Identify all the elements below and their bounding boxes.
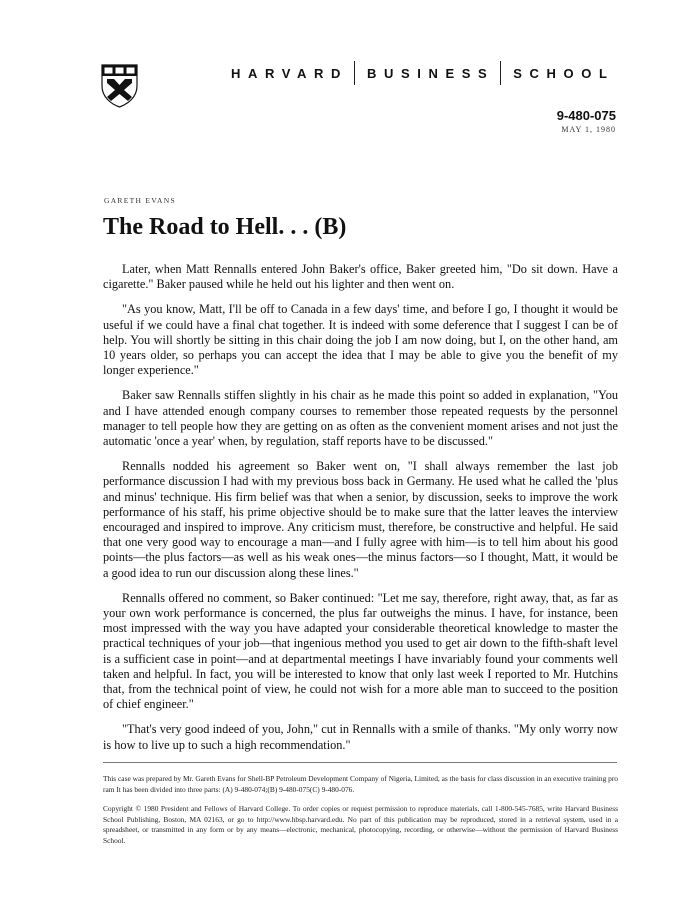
body-text xyxy=(103,262,618,763)
paragraph: "That's very good indeed of you, John," cut in Rennalls with a smile of thanks. "My only worry now is how to live up to such a high recommendation." xyxy=(103,722,618,752)
masthead-divider xyxy=(354,61,355,85)
document-date: MAY 1, 1980 xyxy=(561,125,616,134)
case-note: This case was prepared by Mr. Gareth Evans for Shell-BP Petroleum Development Company of Nigeria, Limited, as the basis for class discussion in an executive training pro ram It has been divided into three parts: (A) 9-480-074;(B) 9-480-075(C) 9-480-076. xyxy=(103,774,618,794)
masthead-divider xyxy=(500,61,501,85)
paragraph: Baker saw Rennalls stiffen slightly in his chair as he made this point so added in explanation, "You and I have attended enough company courses to remember those repeated requests by the personnel manager to tell people how they are getting on as often as the convenient moment arises and not just the automatic 'once a year' when, by regulation, staff reports have to be discussed." xyxy=(103,388,618,449)
masthead-school: SCHOOL xyxy=(513,65,615,81)
paragraph: Rennalls offered no comment, so Baker continued: "Let me say, therefore, right away, that, as far as your own work performance is concerned, the plus far outweighs the minus. I have, for instance, been most impressed with the way you have adapted your considerable theoretical knowledge to master the practical techniques of your job—that ingenious method you used to get air down to the fifth-shaft level is a sufficient case in point—and at departmental meetings I have invariably found your comments well taken and helpful. In fact, you will be interested to know that only last week I reported to Mr. Hutchins that, from the technical point of view, he could not wish for a more able man to succeed to the position of chief engineer." xyxy=(103,590,618,712)
paragraph: Later, when Matt Rennalls entered John Baker's office, Baker greeted him, "Do sit down. Have a cigarette." Baker paused while he held out his lighter and then went on. xyxy=(103,262,618,292)
masthead-business: BUSINESS xyxy=(367,65,495,81)
harvard-shield-icon xyxy=(101,64,138,108)
masthead-harvard: HARVARD xyxy=(231,65,349,81)
document-number: 9-480-075 xyxy=(556,108,616,123)
paragraph: Rennalls nodded his agreement so Baker went on, "I shall always remember the last job performance discussion I had with my previous boss back in Germany. He used what he called the 'plus and minus' technique. His firm belief was that when a senior, by discussion, seeks to improve the work performance of his staff, his prime objective should be to make sure that the latter leaves the interview encouraged and inspired to improve. Any criticism must, therefore, be constructive and helpful. He said that one very good way to encourage a man—and I fully agree with him—is to tell him about his good points—the plus factors—as well as his weak ones—the minus factors—so I thought, Matt, it would be a good idea to run our discussion along these lines." xyxy=(103,459,618,580)
paragraph: "As you know, Matt, I'll be off to Canada in a few days' time, and before I go, I thought it would be useful if we could have a final chat together. It is indeed with some deference that I suggest I can be of help. You will shortly be sitting in this chair doing the job I am now doing, but I, on the other hand, am 10 years older, so perhaps you can accept the idea that I may be able to give you the benefit of my longer experience." xyxy=(103,302,618,378)
author: GARETH EVANS xyxy=(104,196,176,205)
page-title: The Road to Hell. . . (B) xyxy=(103,214,347,240)
masthead xyxy=(231,62,615,84)
footnote-divider xyxy=(103,762,617,763)
copyright-notice: Copyright © 1980 President and Fellows of Harvard College. To order copies or request permission to reproduce materials, call 1-800-545-7685, write Harvard Business School Publishing, Boston, MA 02163, or go to http://www.hbsp.harvard.edu. No part of this publication may be reproduced, stored in a retrieval system, used in a spreadsheet, or transmitted in any form or by any means—electronic, mechanical, photocopying, recording, or otherwise—without the permission of Harvard Business School. xyxy=(103,804,618,845)
